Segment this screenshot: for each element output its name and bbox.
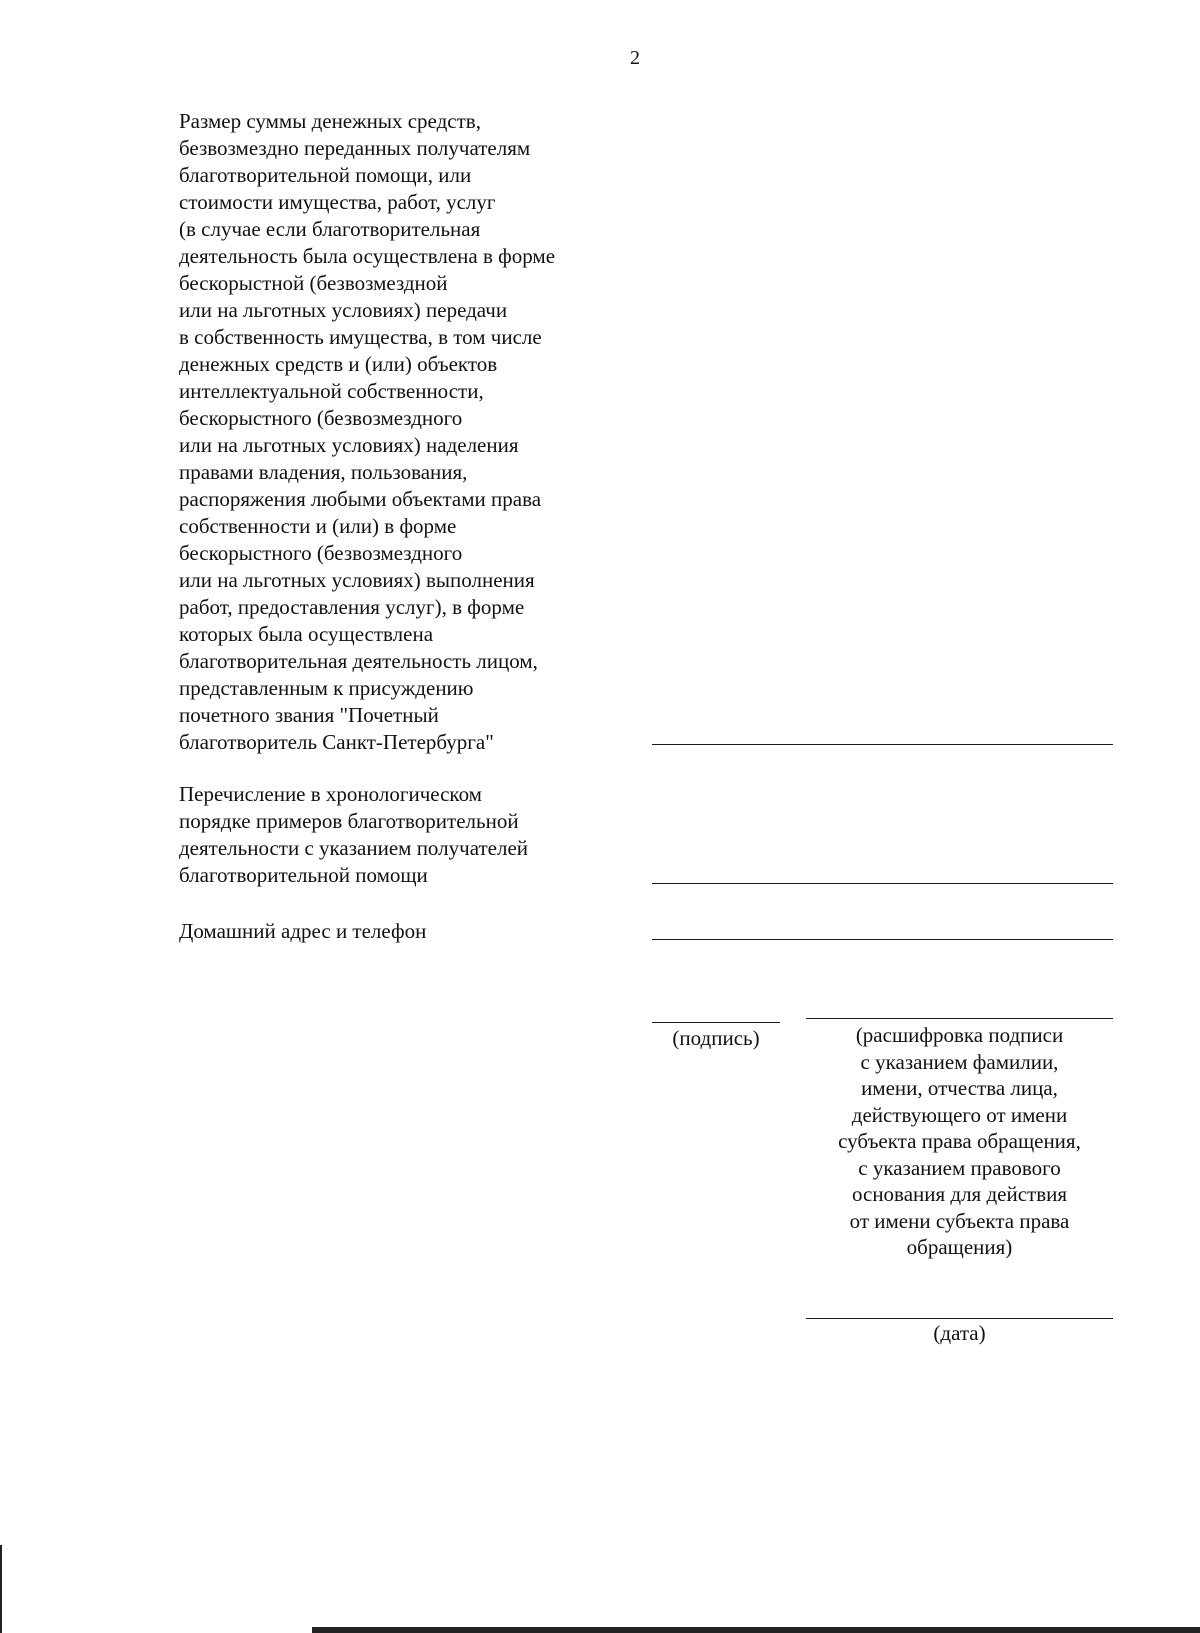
signature-line[interactable] xyxy=(652,1022,780,1023)
page-number: 2 xyxy=(630,47,640,69)
home-address-label: Домашний адрес и телефон xyxy=(179,919,427,943)
date-line[interactable] xyxy=(806,1318,1113,1319)
charity-amount-fill-line[interactable] xyxy=(652,744,1113,745)
scan-left-edge xyxy=(0,1545,2,1633)
charity-examples-fill-line[interactable] xyxy=(652,883,1113,884)
charity-amount-label: Размер суммы денежных средств, безвозмездно переданных получателям благотворительной помощи, или стоимости имущества, работ, услуг (в случае если благотворительная деятельность была осуществлена в форме бескорыстной (безвозмездной или на льготных условиях) передачи в собственность имущества, в том числе денежных средств и (или) объектов интеллектуальной собственности, бескорыстного (безвозмездного или на льготных условиях) наделения правами владения, пользования, распоряжения любыми объектами права собственности и (или) в форме бескорыстного (безвозмездного или на льготных условиях) выполнения работ, предоставления услуг), в форме которых была осуществлена благотворительная деятельность лицом, представленным к присуждению почетного звания "Почетный благотворитель Санкт-Петербурга" xyxy=(179,109,556,754)
signature-decoding-line[interactable] xyxy=(806,1018,1113,1019)
signature-caption: (подпись) xyxy=(672,1026,760,1050)
date-caption: (дата) xyxy=(933,1321,986,1345)
charity-examples-label: Перечисление в хронологическом порядке примеров благотворительной деятельности с указанием получателей благотворительной помощи xyxy=(179,782,529,887)
home-address-fill-line[interactable] xyxy=(652,939,1113,940)
signature-decoding-caption: (расшифровка подписи с указанием фамилии, имени, отчества лица, действующего от имени субъекта права обращения, с указанием правового основания для действия от имени субъекта права обращения) xyxy=(838,1023,1081,1259)
scan-bottom-edge xyxy=(312,1627,1200,1633)
